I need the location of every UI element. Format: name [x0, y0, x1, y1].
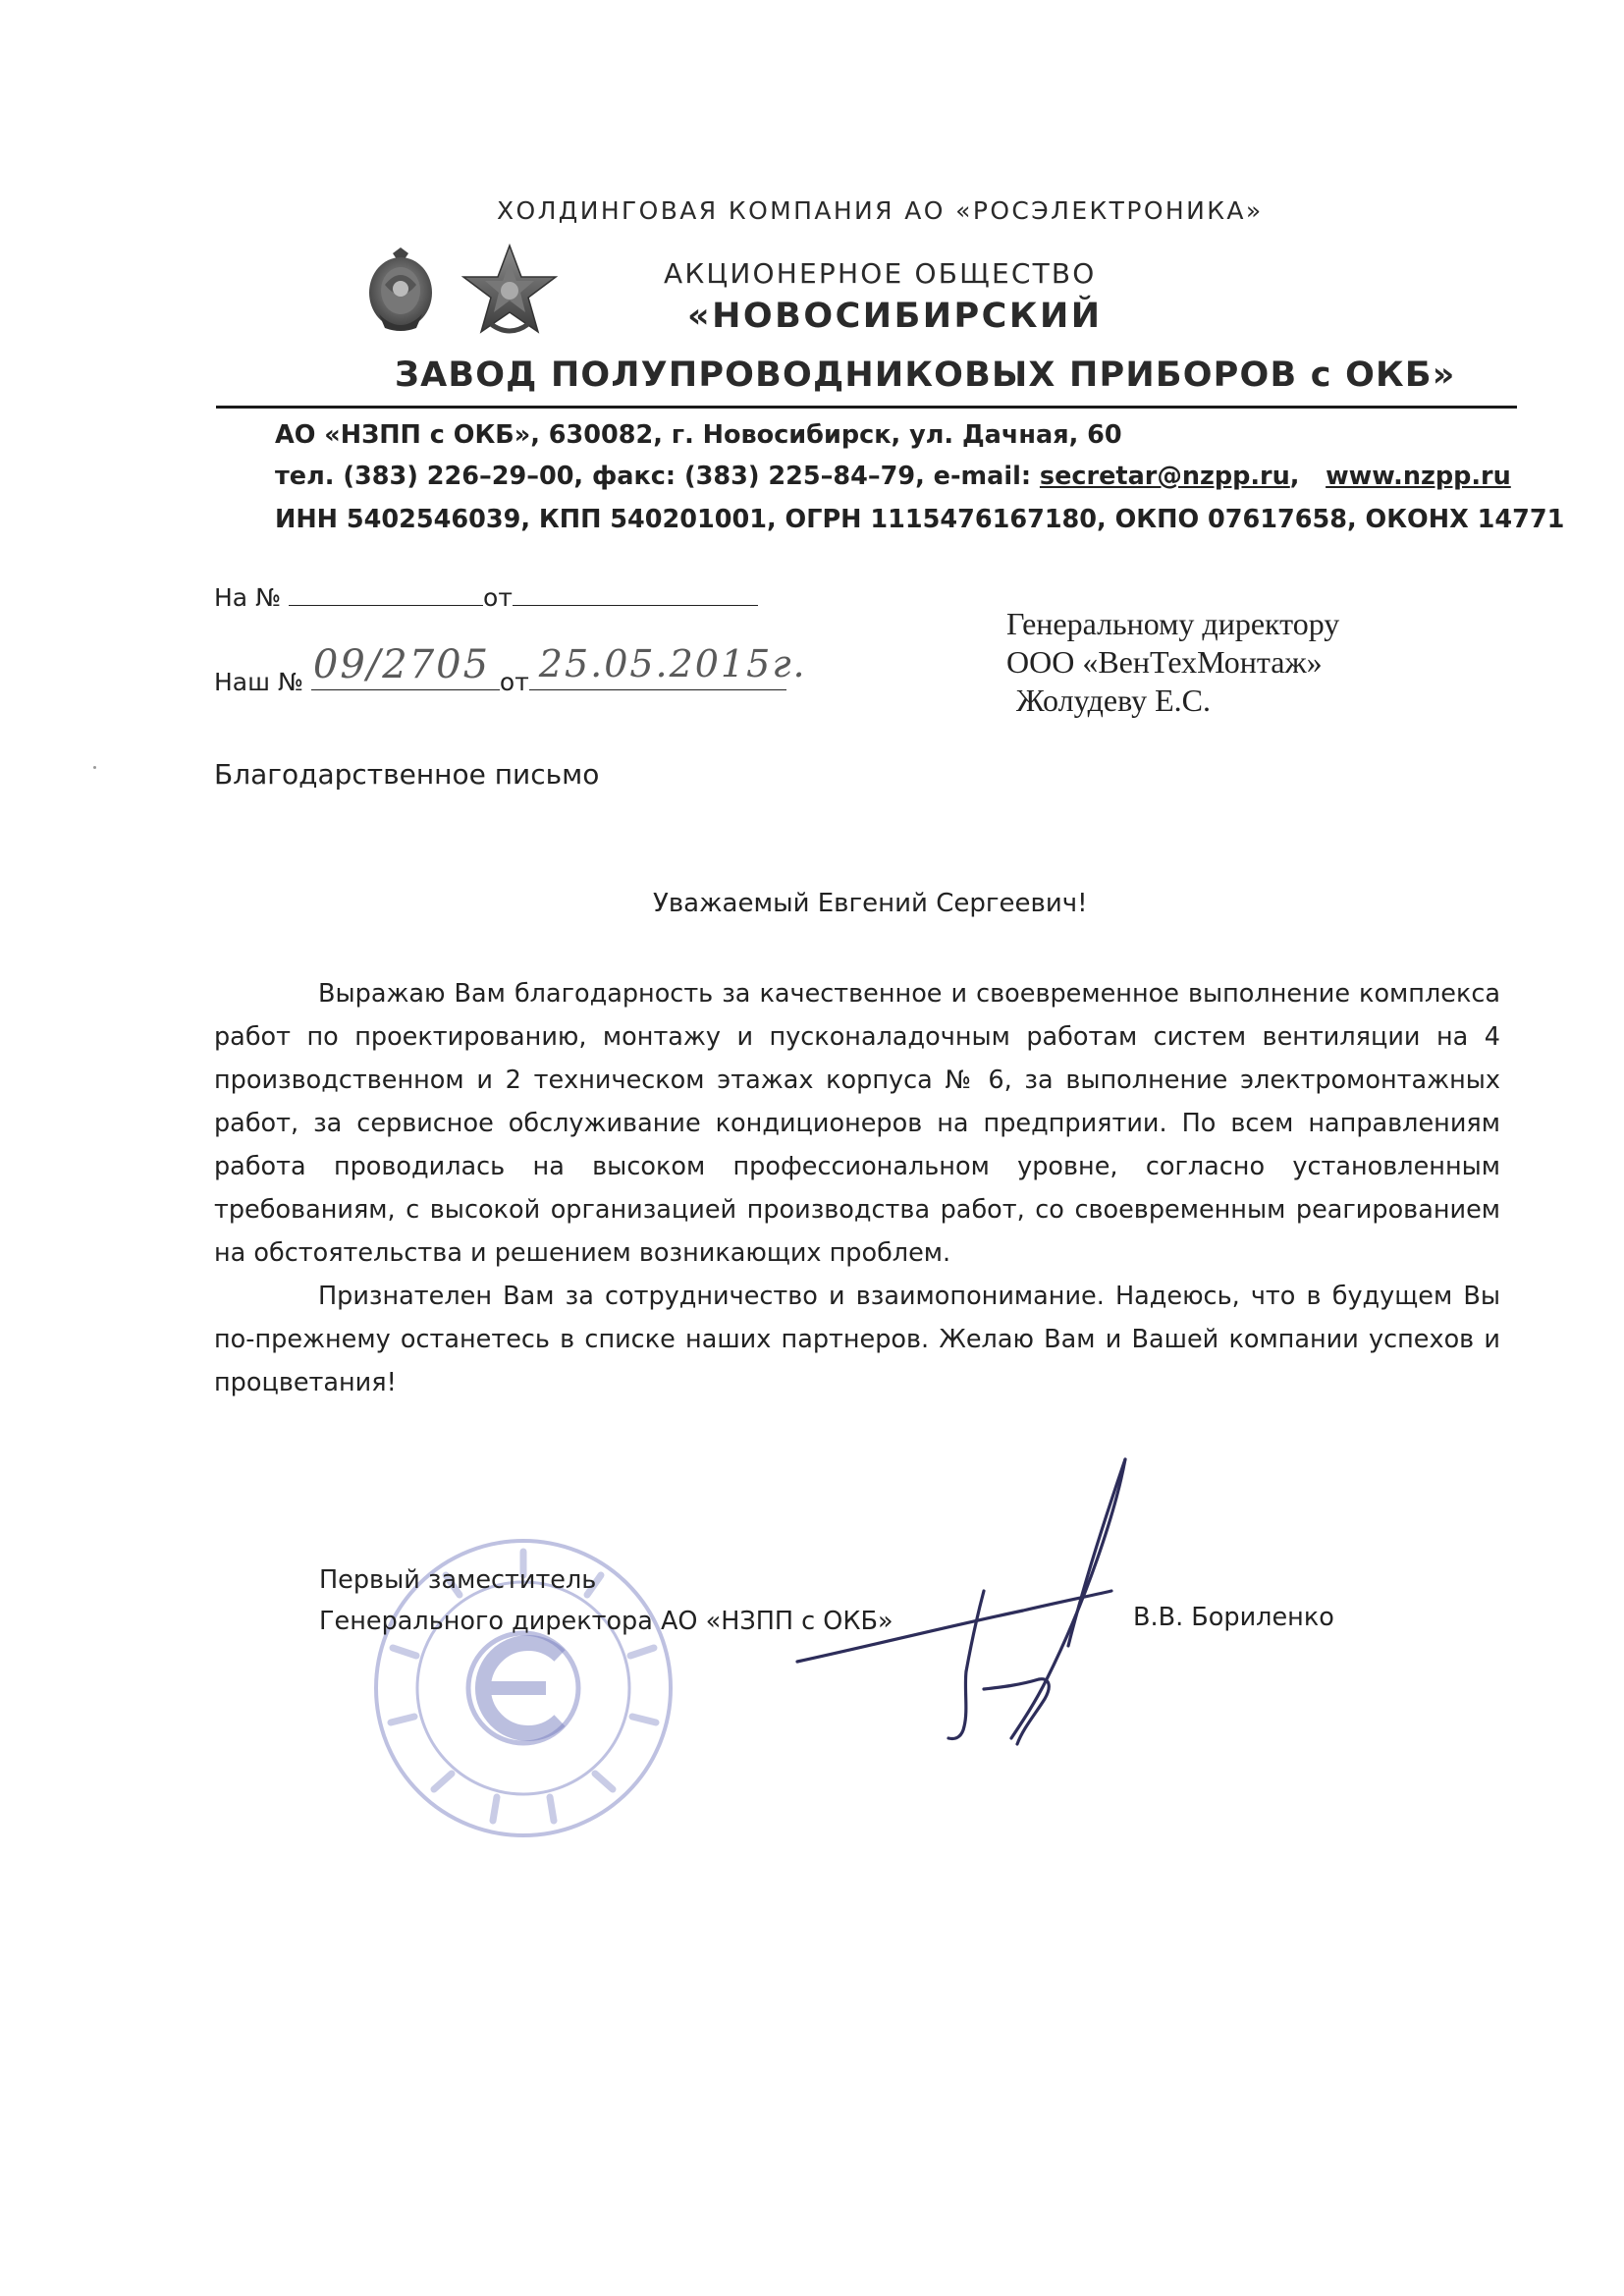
outgoing-date-field — [529, 642, 807, 690]
org-name-line1: «НОВОСИБИРСКИЙ — [687, 297, 1103, 336]
org-address: АО «НЗПП с ОКБ», 630082, г. Новосибирск, ул. Дачная, 60 — [275, 420, 1122, 450]
phone-fax: тел. (383) 226–29–00, факс: (383) 225–84–79, e-mail: — [275, 462, 1032, 491]
outgoing-number-handwritten: 09/2705 — [312, 642, 491, 687]
body-paragraph-1: Выражаю Вам благодарность за качественное и своевременное выполнение комплекса работ по проектированию, монтажу и пусконаладочным работам систем вентиляции на 4 производственном и 2 техническом этажах корпуса № 6, за выполнение электромонтажных работ, за сервисное обслуживание кондиционеров на предприятии. По всем направлениям работа проводилась на высоком профессиональном уровне, согласно установленным требованиям, с высокой организацией производства работ, со своевременным реагированием на обстоятельства и решением возникающих проблем. — [214, 979, 1500, 1268]
holding-company-line: ХОЛДИНГОВАЯ КОМПАНИЯ АО «РОСЭЛЕКТРОНИКА» — [497, 196, 1264, 225]
addressee-block — [1006, 605, 1339, 720]
org-requisites: ИНН 5402546039, КПП 540201001, ОГРН 1115476167180, ОКПО 07617658, ОКОНХ 14771 — [275, 505, 1565, 534]
document-title: Благодарственное письмо — [214, 758, 600, 791]
addressee-line1: Генеральному директору — [1006, 606, 1340, 641]
signatory-name: В.В. Бориленко — [1133, 1603, 1334, 1632]
outgoing-reference — [214, 642, 807, 696]
greeting: Уважаемый Евгений Сергеевич! — [653, 889, 1088, 918]
email-link[interactable]: secretar@nzpp.ru — [1039, 462, 1290, 491]
handwritten-signature — [791, 1453, 1145, 1777]
coat-of-arms-icon — [365, 246, 436, 336]
incoming-reference — [214, 583, 758, 612]
incoming-from-label: от — [483, 583, 513, 612]
star-emblem-icon — [461, 244, 558, 338]
scan-speck — [93, 766, 96, 769]
signatory-position-line2: Генерального директора АО «НЗПП с ОКБ» — [319, 1607, 893, 1636]
signatory-position-line1: Первый заместитель — [319, 1565, 597, 1595]
incoming-date-blank — [513, 583, 758, 606]
org-contacts: тел. (383) 226–29–00, факс: (383) 225–84–79, e-mail: secretar@nzpp.ru, www.nzpp.ru — [275, 462, 1511, 491]
outgoing-from-label: от — [499, 668, 529, 696]
outgoing-number-label: Наш № — [214, 668, 303, 696]
outgoing-number-field — [311, 642, 500, 690]
org-type: АКЦИОНЕРНОЕ ОБЩЕСТВО — [664, 257, 1097, 290]
letterhead-divider — [216, 406, 1517, 409]
incoming-number-blank — [289, 583, 483, 606]
website-link[interactable]: www.nzpp.ru — [1326, 462, 1511, 491]
addressee-line2: ООО «ВенТехМонтаж» — [1006, 644, 1323, 680]
body-paragraph-2: Признателен Вам за сотрудничество и взаимопонимание. Надеюсь, что в будущем Вы по-прежнему останетесь в списке наших партнеров. Желаю Вам и Вашей компании успехов и процветания! — [214, 1282, 1500, 1397]
org-name-line2: ЗАВОД ПОЛУПРОВОДНИКОВЫХ ПРИБОРОВ с ОКБ» — [395, 355, 1456, 395]
incoming-number-label: На № — [214, 583, 282, 612]
outgoing-date-handwritten: 25.05.2015г. — [538, 642, 807, 685]
addressee-line3: Жолудеву Е.С. — [1016, 683, 1211, 718]
